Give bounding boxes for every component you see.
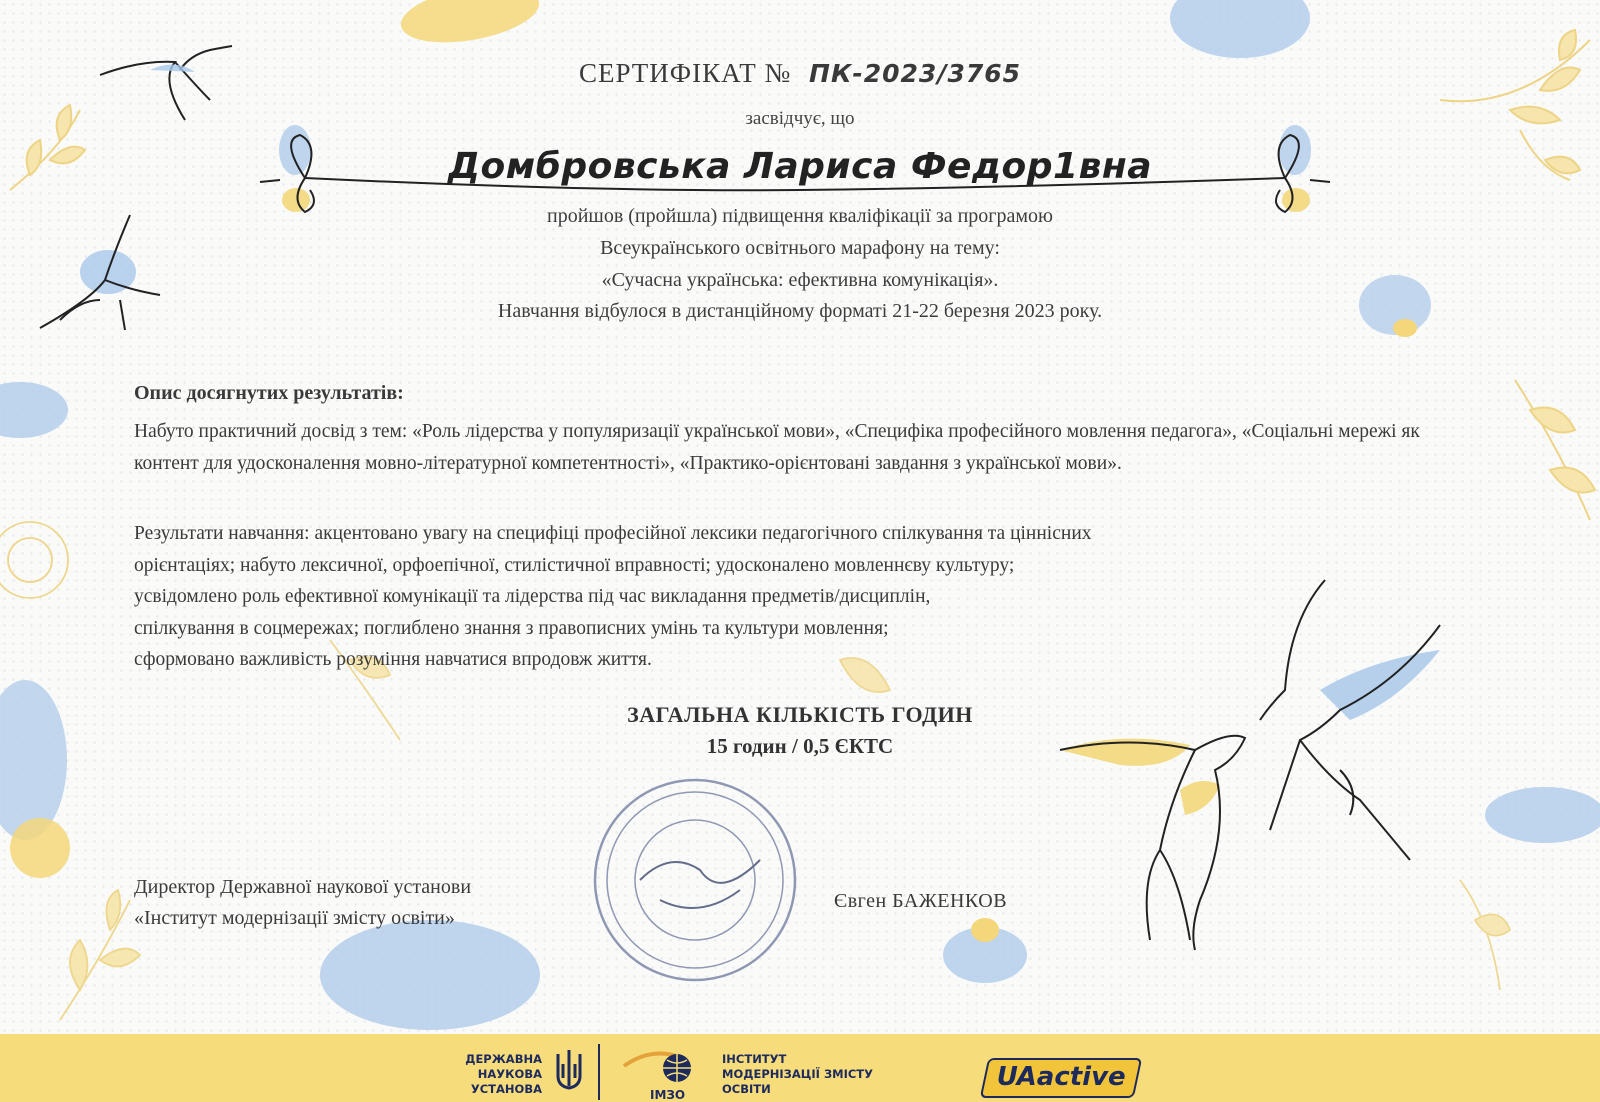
program-line-3: «Сучасна українська: ефективна комунікація». (601, 269, 999, 291)
signature-scribble (640, 860, 760, 908)
certificate-title (0, 58, 1600, 89)
results-line: Результати навчання: акцентовано увагу на специфіці професійної лексики педагогічного спілкування та ціннісних (134, 523, 1092, 544)
results-line: усвідомлено роль ефективної комунікації та лідерства під час викладання предметів/дисциплін, (134, 586, 931, 607)
dnu-logo-text (450, 1052, 542, 1097)
results-paragraph-1: Набуто практичний досвід з тем: «Роль лідерства у популяризації української мови», «Специфіка професійного мовлення педагога», «Соціальні мережі як контент для удосконалення мовно-літературної компетентності», «Практико-орієнтовані завдання з української мови». (134, 421, 1420, 474)
blue-blob (320, 920, 540, 1030)
signer-name: Євген БАЖЕНКОВ (834, 890, 1008, 912)
program-line-2: Всеукраїнського освітнього марафону на тему: (600, 237, 1000, 259)
footer-divider (598, 1044, 600, 1100)
blue-blob (1485, 787, 1600, 843)
results-line: орієнтаціях; набуто лексичної, орфоепічної, стилістичної вправності; удосконалено мовленнєву культуру; (134, 554, 1015, 576)
certifies-label: засвідчує, що (745, 108, 855, 129)
trident-icon (552, 1046, 586, 1096)
program-line-4: Навчання відбулося в дистанційному форматі 21-22 березня 2023 року. (497, 300, 1103, 322)
results-heading: Опис досягнутих результатів: (134, 382, 404, 404)
uaactive-logo-text: UAactive (996, 1062, 1126, 1092)
blue-blob (0, 382, 68, 438)
dnu-logo-line: УСТАНОВА (470, 1082, 542, 1096)
total-hours-title: ЗАГАЛЬНА КІЛЬКІСТЬ ГОДИН (627, 702, 973, 727)
program-line-1: пройшов (пройшла) підвищення кваліфікації за програмою (547, 205, 1053, 227)
imzo-abbreviation: ІМЗО (650, 1088, 686, 1102)
recipient-name: Домбровська Лариса Федор1вна (447, 146, 1153, 187)
results-line: сформовано важливість розуміння навчатися впродовж життя. (134, 649, 652, 670)
total-hours-value: 15 годин / 0,5 ЄКТС (706, 734, 894, 758)
results-paragraph-2 (134, 518, 1484, 676)
footer-bar (0, 1034, 1600, 1102)
imzo-logo-line: МОДЕРНІЗАЦІЇ ЗМІСТУ (722, 1067, 873, 1081)
imzo-logo-line: ОСВІТИ (722, 1082, 771, 1096)
director-line-2: «Інститут модернізації змісту освіти» (134, 907, 455, 929)
yellow-blob (971, 918, 999, 942)
dnu-logo-line: ДЕРЖАВНА (465, 1052, 542, 1066)
blue-blob (1170, 0, 1310, 58)
director-title (134, 872, 471, 934)
certificate-title-label: СЕРТИФІКАТ № (578, 58, 792, 88)
yellow-blob (397, 0, 544, 52)
dnu-logo-line: НАУКОВА (477, 1067, 542, 1081)
results-line: спілкування в соцмережах; поглиблено знання з правописних умінь та культури мовлення; (134, 617, 889, 639)
imzo-logo-text (722, 1052, 912, 1097)
imzo-globe-icon (622, 1044, 702, 1084)
uaactive-logo (980, 1058, 1143, 1098)
director-line-1: Директор Державної наукової установи (134, 876, 472, 898)
yellow-blob (10, 818, 70, 878)
imzo-logo-line: ІНСТИТУТ (722, 1052, 787, 1066)
certificate-number: ПК-2023/3765 (809, 59, 1022, 88)
official-stamp (595, 780, 795, 980)
leaf-sprig-right (1515, 380, 1595, 520)
